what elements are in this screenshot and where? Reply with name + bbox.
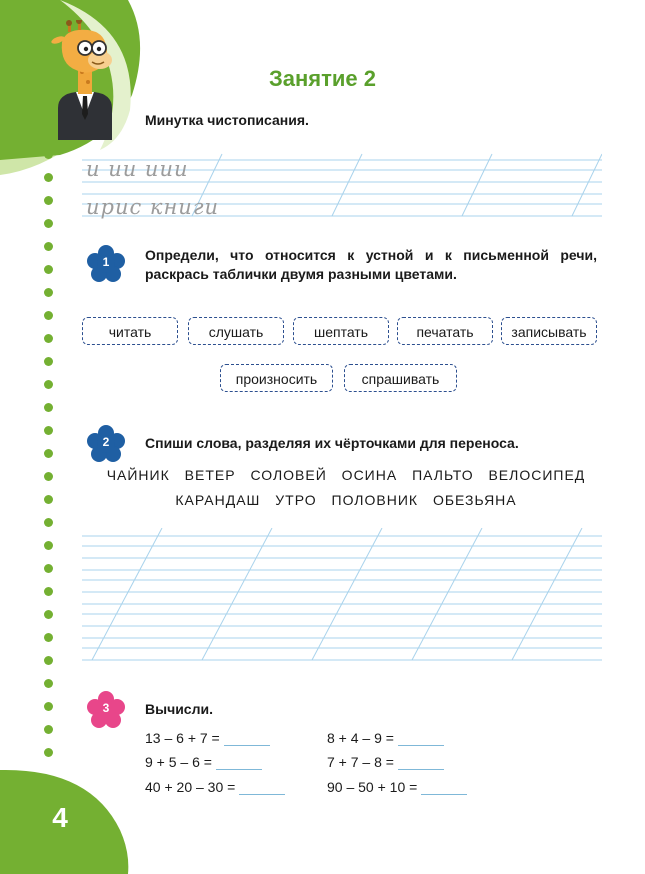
task-2-words-line-2: КАРАНДАШ УТРО ПОЛОВНИК ОБЕЗЬЯНА: [175, 492, 517, 508]
binding-dot: [44, 679, 53, 688]
binding-dot: [44, 242, 53, 251]
warmup-heading: Минутка чистописания.: [145, 112, 309, 128]
binding-dot: [44, 150, 53, 159]
page-number: 4: [52, 802, 68, 833]
answer-blank[interactable]: [398, 755, 444, 770]
binding-dot: [44, 219, 53, 228]
cursive-sample-2: ирис книги: [86, 195, 219, 219]
task-2-words-line-1: ЧАЙНИК ВЕТЕР СОЛОВЕЙ ОСИНА ПАЛЬТО ВЕЛОСИПЕД: [106, 467, 586, 483]
answer-blank[interactable]: [224, 731, 270, 746]
equation-left-1: 13 – 6 + 7 =: [145, 730, 270, 746]
binding-dot: [44, 495, 53, 504]
task-1-instruction: Определи, что относится к устной и к письменной речи, раскрась таблички двумя разными цветами.: [145, 247, 597, 282]
binding-dot: [44, 196, 53, 205]
word-box-zapisyvat[interactable]: записывать: [501, 317, 597, 345]
binding-dot: [44, 564, 53, 573]
binding-dot: [44, 587, 53, 596]
binding-dot: [44, 518, 53, 527]
binding-dot: [44, 610, 53, 619]
task-3-number: 3: [102, 701, 110, 715]
binding-dot: [44, 449, 53, 458]
task-1-badge: [86, 244, 126, 284]
binding-dot: [44, 702, 53, 711]
binding-dot: [44, 403, 53, 412]
word-box-proiznosit[interactable]: произносить: [220, 364, 333, 392]
equation-left-3: 40 + 20 – 30 =: [145, 779, 285, 795]
binding-dot: [44, 173, 53, 182]
equation-right-3: 90 – 50 + 10 =: [327, 779, 467, 795]
answer-blank[interactable]: [239, 780, 285, 795]
binding-dot: [44, 656, 53, 665]
task-2-badge: [86, 424, 126, 464]
task-2-number: 2: [102, 435, 110, 449]
writing-lines: [82, 528, 602, 668]
task-2-instruction: Спиши слова, разделяя их чёрточками для переноса.: [145, 435, 519, 451]
binding-dot: [44, 357, 53, 366]
binding-dot: [44, 541, 53, 550]
binding-dot: [44, 334, 53, 343]
equation-right-1: 8 + 4 – 9 =: [327, 730, 444, 746]
binding-dot: [44, 265, 53, 274]
word-box-slushat[interactable]: слушать: [188, 317, 284, 345]
word-box-chitat[interactable]: читать: [82, 317, 178, 345]
answer-blank[interactable]: [398, 731, 444, 746]
answer-blank[interactable]: [216, 755, 262, 770]
page-title: Занятие 2: [268, 66, 377, 91]
cursive-sample-1: и ии иии: [86, 157, 189, 181]
word-box-sheptat[interactable]: шептать: [293, 317, 389, 345]
task-3-badge: [86, 690, 126, 730]
task-3-instruction: Вычисли.: [145, 701, 213, 717]
bottom-corner-decoration: [0, 740, 160, 874]
binding-dot: [44, 633, 53, 642]
binding-dot: [44, 426, 53, 435]
word-box-sprashivat[interactable]: спрашивать: [344, 364, 457, 392]
binding-dot: [44, 311, 53, 320]
binding-dot: [44, 380, 53, 389]
answer-blank[interactable]: [421, 780, 467, 795]
binding-dot: [44, 472, 53, 481]
task-1-number: 1: [102, 255, 110, 269]
binding-dot: [44, 288, 53, 297]
binding-dots: [44, 150, 60, 770]
equation-right-2: 7 + 7 – 8 =: [327, 754, 444, 770]
equation-left-2: 9 + 5 – 6 =: [145, 754, 262, 770]
word-box-pechatat[interactable]: печатать: [397, 317, 493, 345]
binding-dot: [44, 725, 53, 734]
